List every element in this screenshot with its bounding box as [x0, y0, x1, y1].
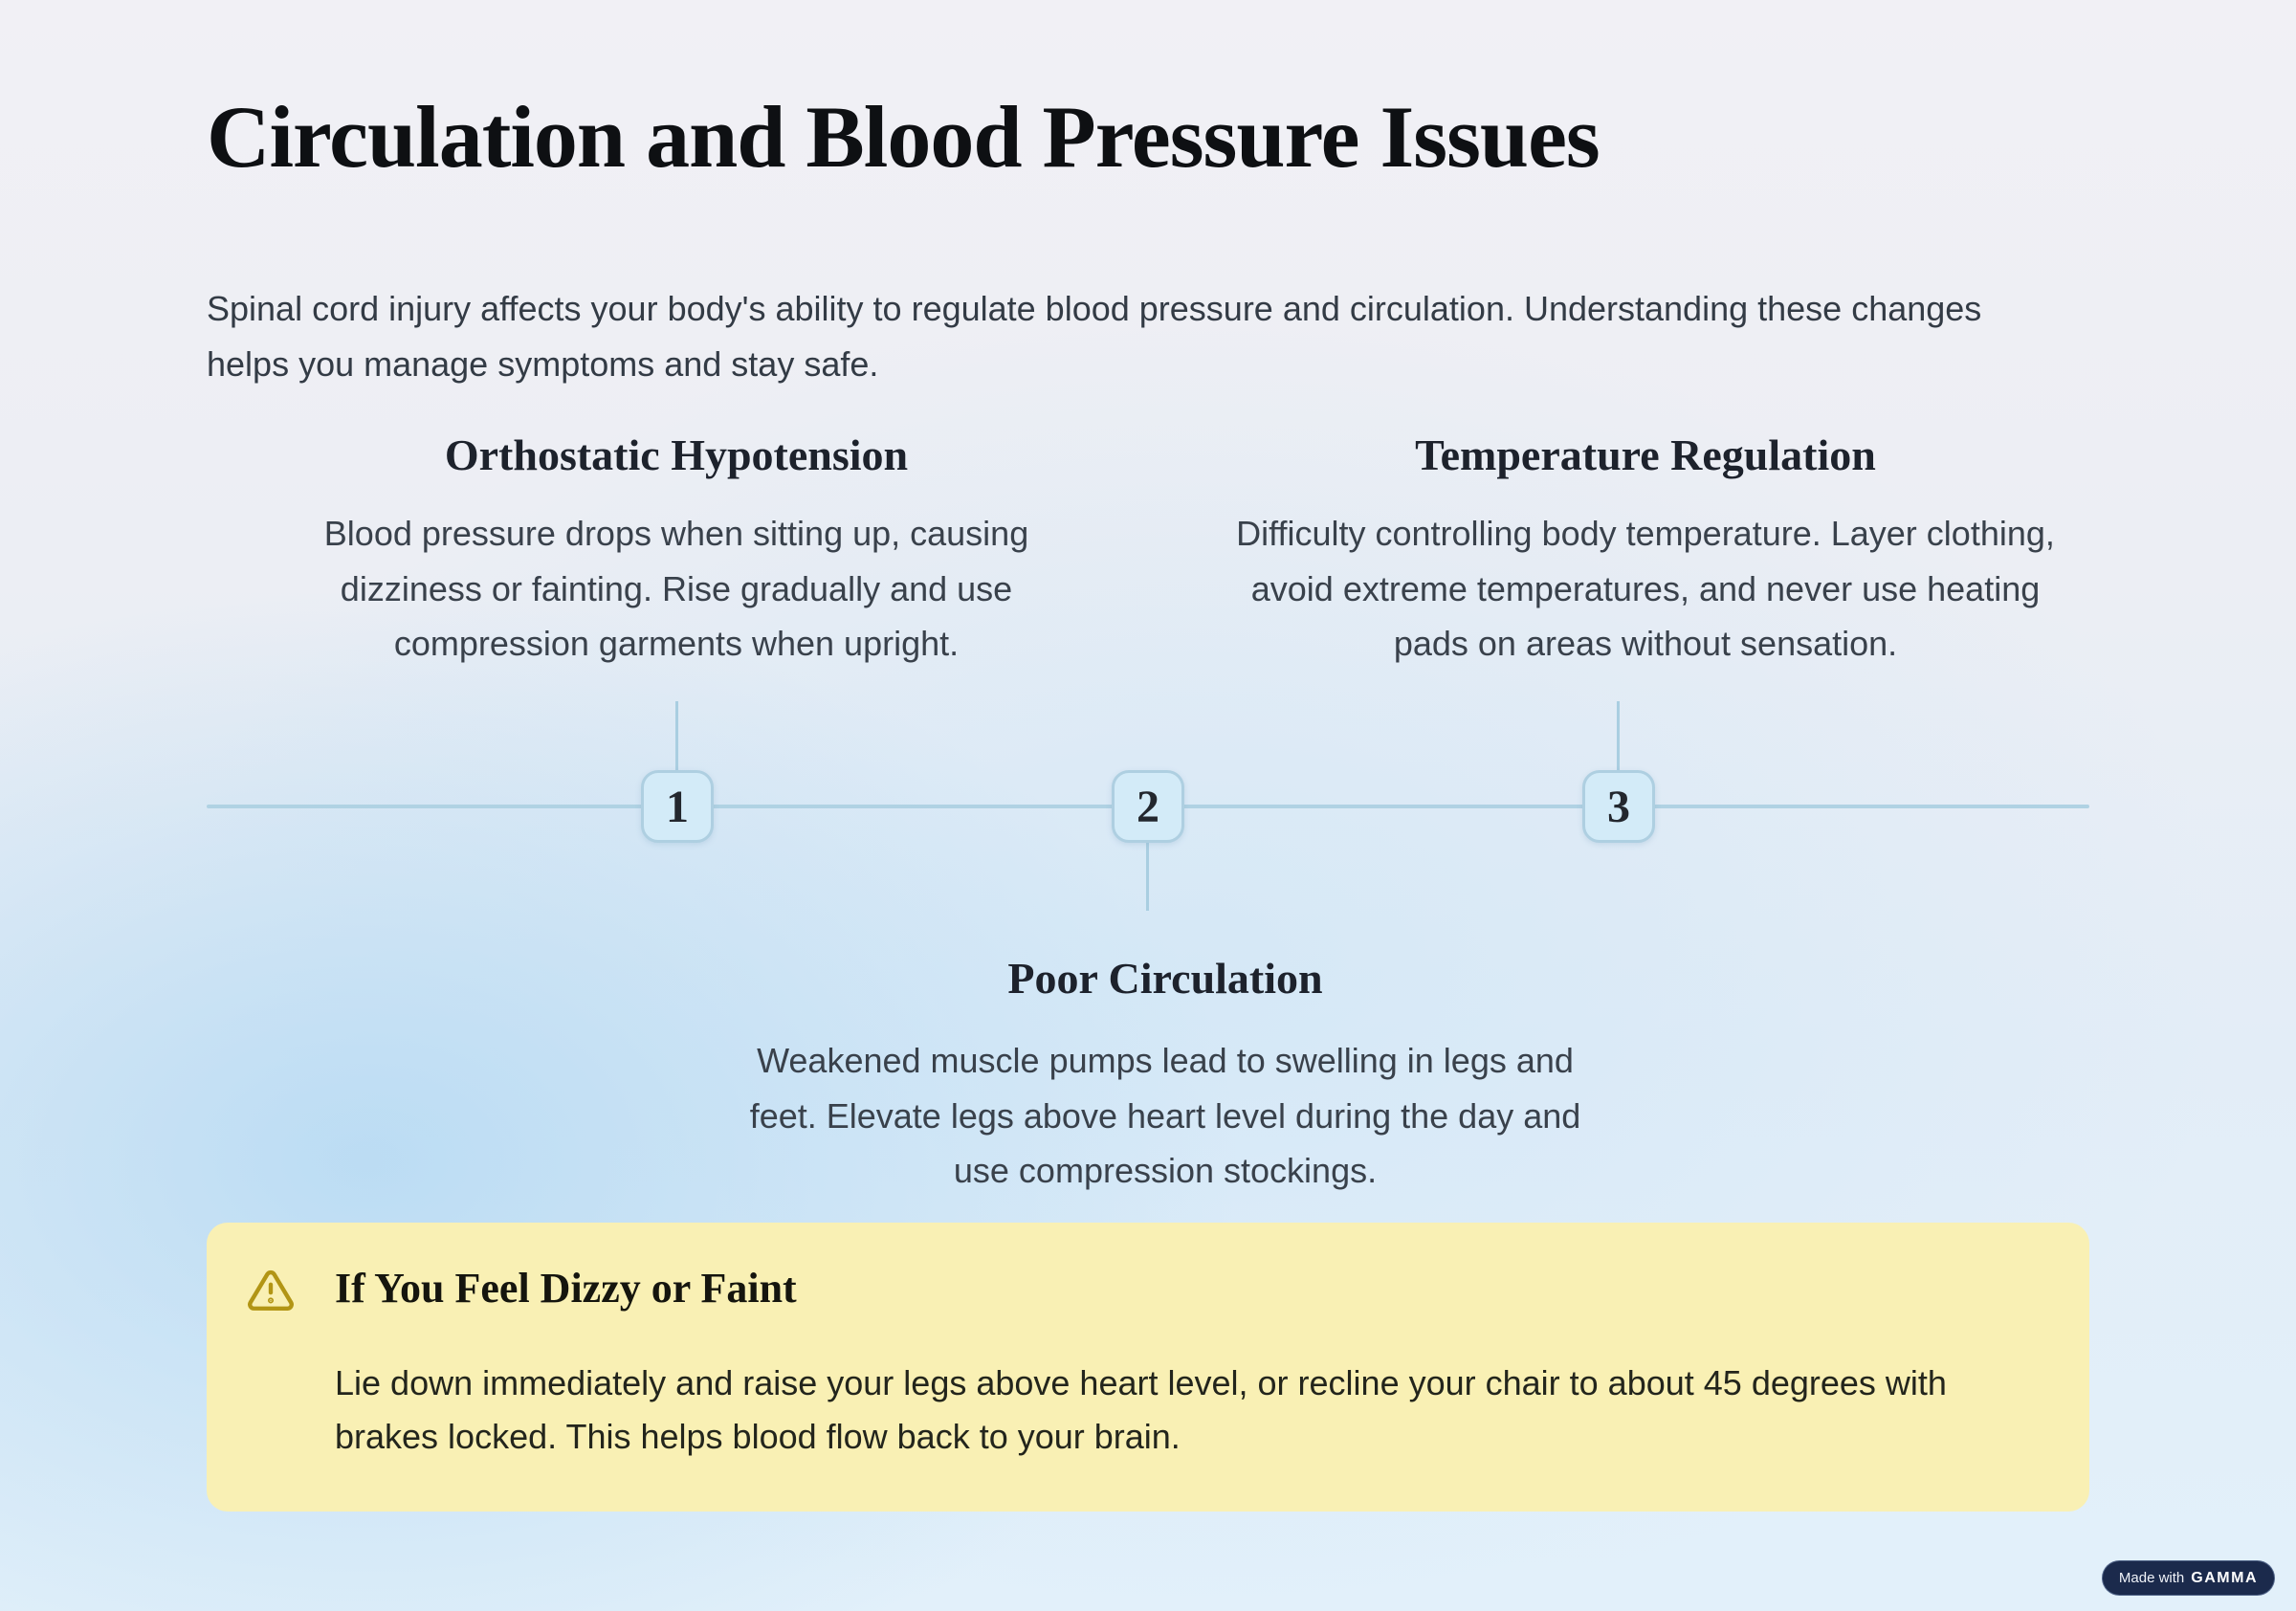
warning-callout: [207, 1223, 2089, 1512]
timeline-connector-3: [1617, 701, 1620, 770]
made-with-gamma-badge[interactable]: [2102, 1560, 2275, 1596]
page-title: Circulation and Blood Pressure Issues: [207, 88, 1600, 186]
badge-prefix: Made with: [2118, 1570, 2185, 1586]
concept-description: Weakened muscle pumps lead to swelling in legs and feet. Elevate legs above heart level during the day and use compression stockings.: [749, 1041, 1581, 1191]
concept-temperature-regulation: [1234, 429, 2057, 672]
concept-description: Difficulty controlling body temperature. Layer clothing, avoid extreme temperatures, and never use heating pads on areas without sensation.: [1236, 514, 2055, 664]
warning-body: Lie down immediately and raise your legs above heart level, or recline your chair to about 45 degrees with brakes locked. This helps blood flow back to your brain.: [335, 1363, 1947, 1457]
concept-orthostatic-hypotension: [265, 429, 1088, 672]
concept-title: Poor Circulation: [1007, 954, 1323, 1003]
warning-triangle-icon: [247, 1267, 295, 1314]
concept-title: Orthostatic Hypotension: [444, 430, 909, 479]
intro-paragraph: Spinal cord injury affects your body's ability to regulate blood pressure and circulation. Understanding these changes helps you manage symptoms and stay safe.: [207, 289, 1982, 384]
timeline-node-1: 1: [641, 770, 714, 843]
concept-poor-circulation: [735, 952, 1596, 1199]
concept-description: Blood pressure drops when sitting up, causing dizziness or fainting. Rise gradually and use compression garments when upright.: [323, 514, 1029, 664]
warning-title: If You Feel Dizzy or Faint: [335, 1265, 797, 1312]
concept-title: Temperature Regulation: [1415, 430, 1876, 479]
timeline-node-3: 3: [1582, 770, 1655, 843]
timeline-connector-2: [1146, 842, 1149, 911]
timeline-connector-1: [675, 701, 678, 770]
timeline-node-2: 2: [1112, 770, 1184, 843]
gamma-logo: GAMMA: [2191, 1569, 2258, 1586]
